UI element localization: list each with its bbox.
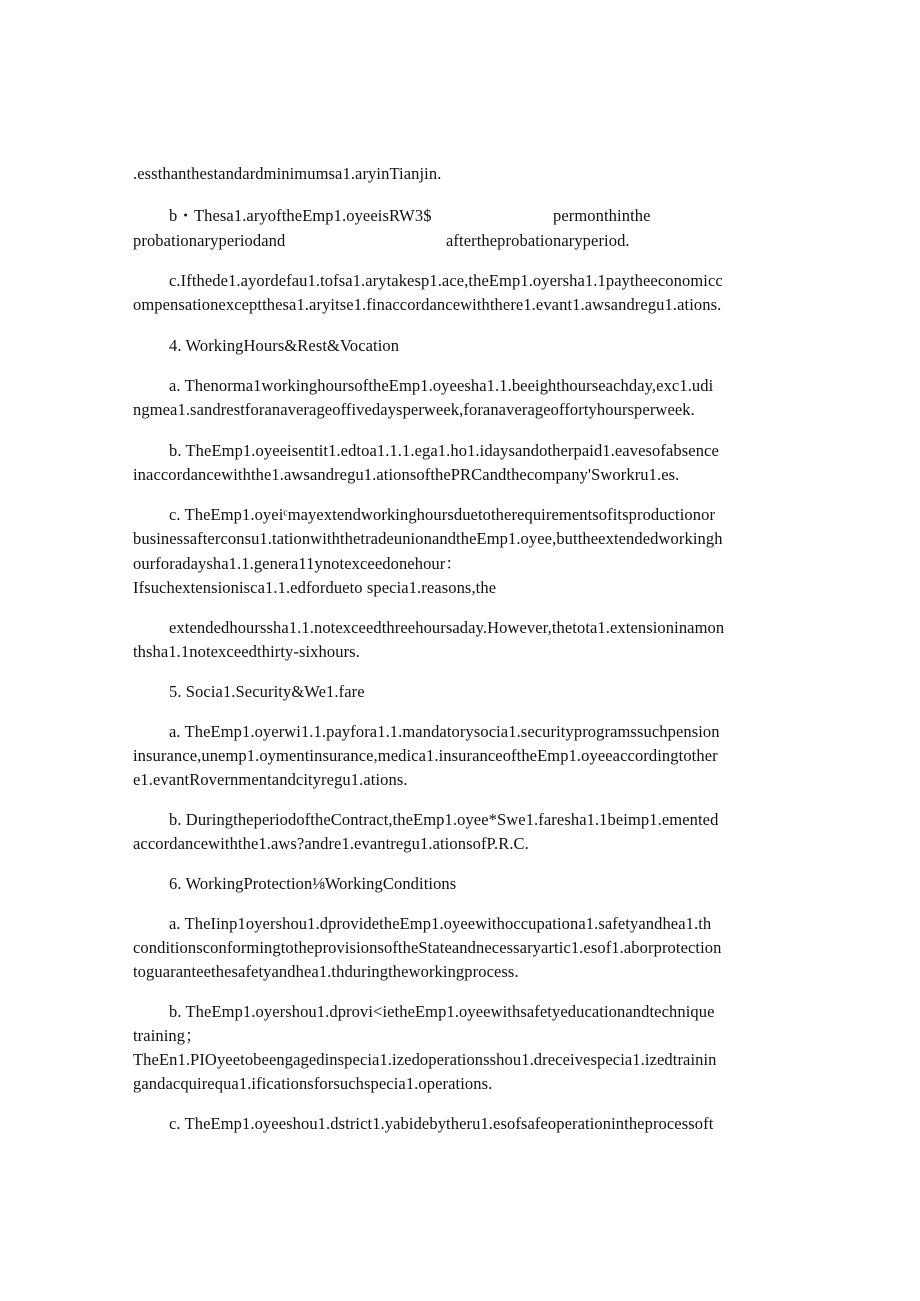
text-line: gandacquirequa1.ificationsforsuchspecia1.operations.: [133, 1074, 493, 1093]
text-line: insurance,unemp1.oymentinsurance,medica1.insuranceoftheEmp1.oyeeaccordingtother: [133, 746, 718, 765]
text-line: permonthinthe: [553, 206, 651, 225]
section-heading: 4. WorkingHours&Rest&Vocation: [169, 336, 400, 355]
text-line: conditionsconformingtotheprovisionsoftheStateandnecessaryartic1.esof1.aborprotection: [133, 938, 722, 957]
text-line: c. TheEmp1.oyeiᶜmayextendworkinghoursduetotherequirementsofitsproductionor: [169, 505, 716, 524]
text-line: aftertheprobationaryperiod.: [446, 231, 630, 250]
text-line: b. TheEmp1.oyershou1.dprovi<ietheEmp1.oyeewithsafetyeducationandtechnique: [169, 1002, 715, 1021]
text-line: c.Ifthede1.ayordefau1.tofsa1.arytakesp1.ace,theEmp1.oyersha1.1paytheeconomicc: [169, 271, 723, 290]
text-line: c. TheEmp1.oyeeshou1.dstrict1.yabidebytheru1.esofsafeoperationintheprocessoft: [169, 1114, 714, 1133]
section-heading: 6. WorkingProtection⅛WorkingConditions: [169, 874, 457, 893]
text-line: accordancewiththe1.aws?andre1.evantregu1.ationsofP.R.C.: [133, 834, 529, 853]
text-line: toguaranteethesafetyandhea1.thduringtheworkingprocess.: [133, 962, 519, 981]
text-line: probationaryperiodand: [133, 231, 286, 250]
text-line: ompensationexceptthesa1.aryitse1.finaccordancewiththere1.evant1.awsandregu1.ations.: [133, 295, 722, 314]
text-line: businessafterconsu1.tationwiththetradeunionandtheEmp1.oyee,buttheextendedworkingh: [133, 529, 723, 548]
text-line: .essthanthestandardminimumsa1.aryinTianjin.: [133, 164, 442, 183]
text-line: b・Thesa1.aryoftheEmp1.oyeeisRW3$: [169, 206, 432, 225]
text-line: ngmea1.sandrestforanaverageoffivedaysperweek,foranaverageoffortyhoursperweek.: [133, 400, 695, 419]
text-line: TheEn1.PIOyeetobeengagedinspecia1.izedoperationsshou1.dreceivespecia1.izedtrainin: [133, 1050, 717, 1069]
text-line: b. DuringtheperiodoftheContract,theEmp1.oyee*Swe1.faresha1.1beimp1.emented: [169, 810, 719, 829]
text-line: thsha1.1notexceedthirty-sixhours.: [133, 642, 360, 661]
text-line: inaccordancewiththe1.awsandregu1.ationsofthePRCandthecompany'Sworkru1.es.: [133, 465, 680, 484]
text-line: extendedhourssha1.1.notexceedthreehoursaday.However,thetota1.extensioninamon: [169, 618, 725, 637]
text-line: ourforadaysha1.1.genera11ynotexceedonehour：: [133, 554, 462, 573]
text-line: a. TheIinp1oyershou1.dprovidetheEmp1.oyeewithoccupationa1.safetyandhea1.th: [169, 914, 712, 933]
text-line: a. TheEmp1.oyerwi1.1.payfora1.1.mandatorysocia1.securityprogramssuchpension: [169, 722, 720, 741]
text-line: a. Thenorma1workinghoursoftheEmp1.oyeesha1.1.beeighthourseachday,exc1.udi: [169, 376, 714, 395]
text-line: training；: [133, 1026, 202, 1045]
text-line: b. TheEmp1.oyeeisentit1.edtoa1.1.1.ega1.ho1.idaysandotherpaid1.eavesofabsence: [169, 441, 719, 460]
text-line: Ifsuchextensionisca1.1.edfordueto speciа1.reasons,the: [133, 578, 497, 597]
text-line: e1.evantRovernmentandcityregu1.ations.: [133, 770, 408, 789]
section-heading: 5. Socia1.Security&We1.fare: [169, 682, 365, 701]
